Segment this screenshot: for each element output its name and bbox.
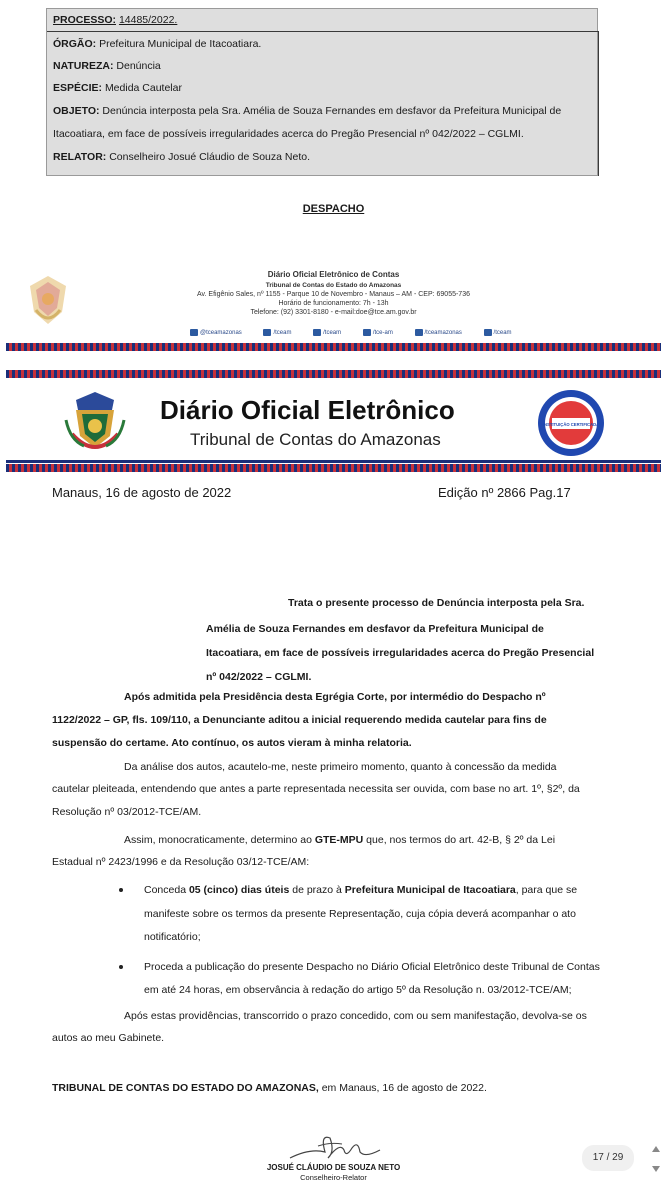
body-p3-line: Resolução nº 03/2012-TCE/AM.: [52, 806, 202, 818]
objeto-row: OBJETO: Denúncia interposta pela Sra. Amélia de Souza Fernandes em desfavor da Prefeitura Municipal de: [53, 105, 562, 117]
decorative-band: [6, 464, 661, 472]
natureza-row: NATUREZA: Denúncia: [53, 60, 161, 72]
social-item: /tceam: [263, 330, 301, 336]
small-header-hours: Horário de funcionamento: 7h - 13h: [278, 300, 389, 307]
decorative-line: [6, 460, 661, 463]
small-header-subtitle: Tribunal de Contas do Estado do Amazonas: [265, 282, 402, 289]
bullet-2-line: em até 24 horas, em observância à redação do artigo 5º da Resolução n. 03/2012-TCE/AM;: [144, 984, 572, 996]
social-links: [190, 329, 532, 336]
social-item: /tceamazonas: [415, 330, 472, 336]
small-header-title: Diário Oficial Eletrônico de Contas: [267, 270, 400, 279]
page-indicator: 17 / 29: [582, 1145, 634, 1171]
body-p3-line: cautelar pleiteada, entendendo que antes a parte representada necessita ser ouvida, com base no art. 1º, §2º, da: [52, 783, 580, 795]
edition-number: Edição nº 2866 Pag.17: [438, 485, 571, 500]
body-p1-line: Trata o presente processo de Denúncia interposta pela Sra.: [288, 597, 585, 609]
process-info-box: [46, 8, 598, 176]
small-header-address: Av. Efigênio Sales, nº 1155 - Parque 10 de Novembro - Manaus – AM - CEP: 69055-736: [197, 291, 470, 298]
tce-coat-of-arms-icon: [62, 390, 128, 458]
processo-row: PROCESSO: 14485/2022.: [53, 14, 178, 26]
instagram-icon: [190, 329, 198, 336]
objeto-row-2: Itacoatiara, em face de possíveis irregularidades acerca do Pregão Presencial nº 042/2022 – CGLMI.: [53, 128, 524, 140]
body-p5-line: Após estas providências, transcorrido o prazo concedido, com ou sem manifestação, devolva-se os: [124, 1010, 587, 1022]
linkedin-icon: [484, 329, 492, 336]
social-item: /tce-am: [363, 330, 403, 336]
social-item: @tceamazonas: [190, 330, 252, 336]
signatory-role: Conselheiro-Relator: [300, 1173, 367, 1182]
body-p4-line: Estadual nº 2423/1996 e da Resolução 03/12-TCE/AM:: [52, 856, 310, 868]
bullet-1-line: manifeste sobre os termos da presente Representação, cuja cópia deverá acompanhar o ato: [144, 908, 576, 920]
body-p2-line: 1122/2022 – GP, fls. 109/110, a Denunciante aditou a inicial requerendo medida cautelar para fins de: [52, 714, 547, 726]
closing-line: TRIBUNAL DE CONTAS DO ESTADO DO AMAZONAS, em Manaus, 16 de agosto de 2022.: [52, 1082, 487, 1094]
bullet-1-line: notificatório;: [144, 931, 201, 943]
flickr-icon: [363, 329, 371, 336]
decorative-band: [6, 370, 661, 378]
body-p1-line: Amélia de Souza Fernandes em desfavor da Prefeitura Municipal de: [206, 623, 544, 635]
small-header: [0, 270, 667, 317]
seal-text: INSTITUIÇÃO CERTIFICADA: [542, 422, 600, 427]
scroll-handle-icon[interactable]: [651, 1144, 661, 1174]
orgao-row: ÓRGÃO: Prefeitura Municipal de Itacoatiara.: [53, 38, 262, 50]
body-p1-line: Itacoatiara, em face de possíveis irregularidades acerca do Pregão Presencial: [206, 647, 595, 659]
signatory-name: JOSUÉ CLÁUDIO DE SOUZA NETO: [266, 1163, 401, 1172]
bullet-1-line: Conceda 05 (cinco) dias úteis de prazo à Prefeitura Municipal de Itacoatiara, para que se: [144, 884, 578, 896]
bullet-2-line: Proceda a publicação do presente Despacho no Diário Oficial Eletrônico deste Tribunal de Contas: [144, 961, 600, 973]
body-p2-line: Após admitida pela Presidência desta Egrégia Corte, por intermédio do Despacho nº: [124, 691, 546, 703]
gazette-subtitle: Tribunal de Contas do Amazonas: [190, 430, 441, 449]
especie-row: ESPÉCIE: Medida Cautelar: [53, 82, 182, 94]
social-item: /tceam: [484, 330, 522, 336]
handwritten-signature-icon: [280, 1128, 390, 1168]
publication-date: Manaus, 16 de agosto de 2022: [52, 485, 232, 500]
youtube-icon: [415, 329, 423, 336]
relator-row: RELATOR: Conselheiro Josué Cláudio de Souza Neto.: [53, 151, 310, 163]
small-header-contact: Telefone: (92) 3301-8180 - e-mail:doe@tce.am.gov.br: [250, 309, 417, 316]
gazette-title: Diário Oficial Eletrônico: [160, 395, 455, 425]
body-p4-line: Assim, monocraticamente, determino ao GTE-MPU que, nos termos do art. 42-B, § 2º da Lei: [124, 834, 556, 846]
facebook-icon: [263, 329, 271, 336]
body-p2-line: suspensão do certame. Ato contínuo, os autos vieram à minha relatoria.: [52, 737, 412, 749]
certified-institution-seal-icon: [536, 388, 606, 458]
social-item: /tceam: [313, 330, 351, 336]
twitter-icon: [313, 329, 321, 336]
bullet-icon: [118, 964, 126, 972]
body-p1-line: nº 042/2022 – CGLMI.: [206, 671, 312, 683]
bullet-icon: [118, 887, 126, 895]
decorative-band: [6, 343, 661, 351]
despacho-title: DESPACHO: [302, 203, 365, 215]
body-p5-line: autos ao meu Gabinete.: [52, 1032, 165, 1044]
body-p3-line: Da análise dos autos, acautelo-me, neste primeiro momento, quanto à concessão da medida: [124, 761, 557, 773]
